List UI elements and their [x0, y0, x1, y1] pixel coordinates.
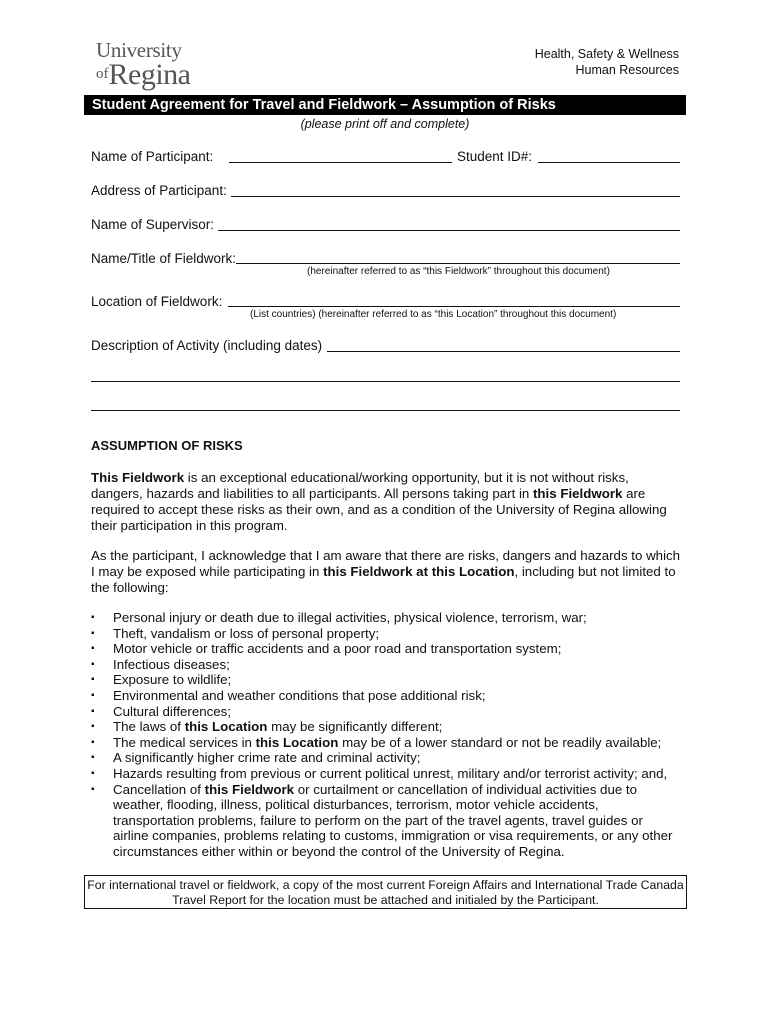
supervisor-field[interactable]: [218, 230, 680, 231]
description-label: Description of Activity (including dates): [91, 338, 323, 353]
list-item: ▪ Environmental and weather conditions that pose additional risk;: [91, 688, 681, 704]
paragraph-2: As the participant, I acknowledge that I am aware that there are risks, dangers and hazards to which I may be exposed while participating in this Fieldwork at this Location, including but not limited to the following:: [91, 548, 681, 595]
list-item: ▪ Personal injury or death due to illegal activities, physical violence, terrorism, war;: [91, 610, 681, 626]
logo-of: of: [96, 66, 109, 82]
dept-line1: Health, Safety & Wellness: [534, 47, 679, 61]
fieldwork-label: Name/Title of Fieldwork:: [91, 251, 237, 266]
travel-report-notice: For international travel or fieldwork, a copy of the most current Foreign Affairs and International Trade Canada Travel Report for the location must be attached and initialed by the Participant.: [84, 875, 687, 909]
location-field[interactable]: [228, 306, 680, 307]
participant-name-label: Name of Participant:: [91, 149, 214, 164]
paragraph-1: This Fieldwork is an exceptional educational/working opportunity, but it is not without risks, dangers, hazards and liabilities to all participants. All persons taking part in this Fieldwork are required to accept these risks as their own, and as a condition of the University of Regina allowing their participation in this program.: [91, 470, 667, 533]
section-heading: ASSUMPTION OF RISKS: [91, 438, 243, 453]
description-field[interactable]: [327, 351, 680, 352]
list-item: ▪ Theft, vandalism or loss of personal property;: [91, 626, 681, 642]
document-subtitle: (please print off and complete): [300, 117, 470, 131]
list-item: ▪ Cancellation of this Fieldwork or curtailment or cancellation of individual activities due to weather, flooding, illness, political disturbances, terrorism, motor vehicle accidents, transportation problems, failure to perform on the part of the travel agents, travel guides or airline companies, problems relating to customs, immigration or visa requirements, or any other circumstances either within or beyond the control of the University of Regina.: [91, 782, 681, 860]
description-line-2[interactable]: [91, 381, 680, 382]
student-id-field[interactable]: [538, 162, 680, 163]
risk-list: [91, 610, 681, 860]
address-field[interactable]: [231, 196, 680, 197]
list-item: ▪ A significantly higher crime rate and criminal activity;: [91, 750, 681, 766]
department-header: [535, 46, 679, 78]
list-item: ▪ Infectious diseases;: [91, 657, 681, 673]
dept-line2: Human Resources: [575, 63, 679, 77]
list-item: ▪ The laws of this Location may be significantly different;: [91, 719, 681, 735]
description-line-3[interactable]: [91, 410, 680, 411]
fieldwork-field[interactable]: [236, 263, 680, 264]
location-label: Location of Fieldwork:: [91, 294, 223, 309]
logo-university: University: [96, 38, 182, 62]
supervisor-label: Name of Supervisor:: [91, 217, 215, 232]
location-note: (List countries) (hereinafter referred to as “this Location” throughout this document): [250, 309, 617, 320]
list-item: ▪ Cultural differences;: [91, 704, 681, 720]
fieldwork-note: (hereinafter referred to as “this Fieldwork” throughout this document): [307, 266, 610, 277]
logo-regina: Regina: [108, 58, 191, 91]
list-item: ▪ Hazards resulting from previous or current political unrest, military and/or terrorist activity; and,: [91, 766, 681, 782]
university-logo: [96, 40, 190, 94]
list-item: ▪ Motor vehicle or traffic accidents and a poor road and transportation system;: [91, 641, 681, 657]
document-title: Student Agreement for Travel and Fieldwork – Assumption of Risks: [84, 95, 686, 115]
student-id-label: Student ID#:: [457, 149, 533, 164]
address-label: Address of Participant:: [91, 183, 227, 198]
list-item: ▪ The medical services in this Location may be of a lower standard or not be readily available;: [91, 735, 681, 751]
participant-name-field[interactable]: [229, 162, 452, 163]
list-item: ▪ Exposure to wildlife;: [91, 672, 681, 688]
